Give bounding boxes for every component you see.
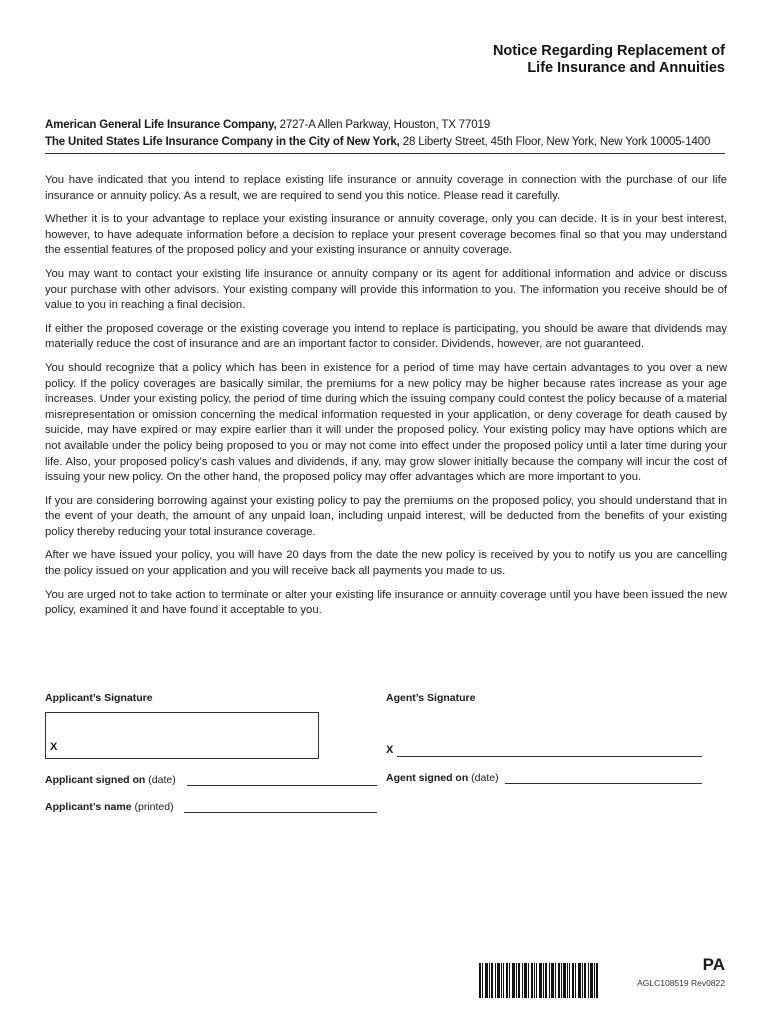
company-name: The United States Life Insurance Company in the City of New York, [45, 136, 400, 148]
notice-paragraph: After we have issued your policy, you will have 20 days from the date the new policy is received by you to notify us you are cancelling the policy issued on your application and you will receive back all payments you made to us. [45, 549, 727, 578]
applicant-signed-on-text: Applicant signed on [45, 774, 146, 786]
signature-section [45, 692, 725, 822]
title-line-2: Life Insurance and Annuities [527, 60, 725, 76]
agent-signed-on-label [386, 772, 499, 784]
applicant-x-mark: X [50, 741, 58, 753]
form-code: AGLC108519 Rev0822 [637, 978, 725, 988]
date-hint: (date) [471, 772, 499, 784]
agent-signature-line[interactable] [397, 756, 702, 757]
notice-paragraph: If either the proposed coverage or the existing coverage you intend to replace is participating, you should be aware that dividends may materially reduce the cost of insurance and are an important factor to consider. Dividends, however, are not guaranteed. [45, 322, 727, 351]
state-code: PA [702, 955, 725, 974]
agent-date-line[interactable] [505, 783, 702, 784]
notice-paragraph: If you are considering borrowing against your existing policy to pay the premiums on the proposed policy, you should understand that in the event of your death, the amount of any unpaid loan, including unpaid interest, will be deducted from the benefits of your existing policy thereby reducing your total insurance coverage. [45, 494, 727, 538]
printed-hint: (printed) [134, 801, 174, 813]
notice-paragraph: You may want to contact your existing life insurance or annuity company or its agent for additional information and advice or discuss your purchase with other advisors. Your existing company will provide this information to you. The information you receive should be of value to you in reaching a final decision. [45, 267, 727, 312]
notice-paragraph: Whether it is to your advantage to replace your existing insurance or annuity coverage, only you can decide. It is in your best interest, however, to have adequate information before a decision to replace your present coverage becomes final so that you may understand the essential features of the proposed policy and your existing insurance or annuity coverage. [45, 213, 727, 257]
applicant-name-text: Applicant’s name [45, 801, 132, 813]
document-title [493, 43, 725, 77]
applicant-signed-on-label [45, 774, 176, 786]
header-divider [45, 153, 725, 154]
applicant-signature-box[interactable] [45, 712, 319, 759]
applicant-name-label [45, 801, 174, 813]
company-header [45, 117, 725, 151]
notice-paragraph: You should recognize that a policy which has been in existence for a period of time may have certain advantages to you over a new policy. If the policy coverages are basically similar, the premiums for a new policy may be higher because rates increase as your age increases. Under your existing policy, the period of time during which the issuing company could contest the policy because of a material misrepresentation or omission concerning the medical information requested in your application, or deny coverage for death caused by suicide, may have expired or may expire earlier than it will under the proposed policy. Your existing policy may have options which are not available under the policy being proposed to you or may not come into effect under the proposed policy until a later time during your life. Also, your proposed policy’s cash values and dividends, if any, may grow slower initially because the company will incur the cost of issuing your new policy. On the other hand, the proposed policy may offer advantages which are more important to you. [45, 361, 727, 484]
title-line-1: Notice Regarding Replacement of [492, 43, 725, 59]
company-name: American General Life Insurance Company, [45, 119, 277, 131]
company-address: 28 Liberty Street, 45th Floor, New York, New York 10005-1400 [402, 136, 711, 148]
notice-paragraph: You have indicated that you intend to replace existing life insurance or annuity coverage in connection with the purchase of our life insurance or annuity policy. As a result, we are required to send you this notice. Please read it carefully. [45, 174, 727, 202]
agent-signature-label: Agent’s Signature [386, 692, 476, 704]
company-address: 2727-A Allen Parkway, Houston, TX 77019 [279, 119, 491, 131]
company-line [45, 134, 725, 151]
date-hint: (date) [148, 774, 176, 786]
notice-body [45, 173, 727, 627]
notice-paragraph: You are urged not to take action to terminate or alter your existing life insurance or annuity coverage until you have been issued the new policy, examined it and have found it acceptable to you. [45, 588, 727, 617]
applicant-signature-label: Applicant’s Signature [45, 692, 153, 704]
company-line [45, 117, 725, 134]
agent-x-mark: X [386, 744, 394, 756]
applicant-date-line[interactable] [187, 785, 377, 786]
agent-signed-on-text: Agent signed on [386, 772, 469, 784]
applicant-name-line[interactable] [184, 812, 377, 813]
barcode [479, 963, 598, 998]
